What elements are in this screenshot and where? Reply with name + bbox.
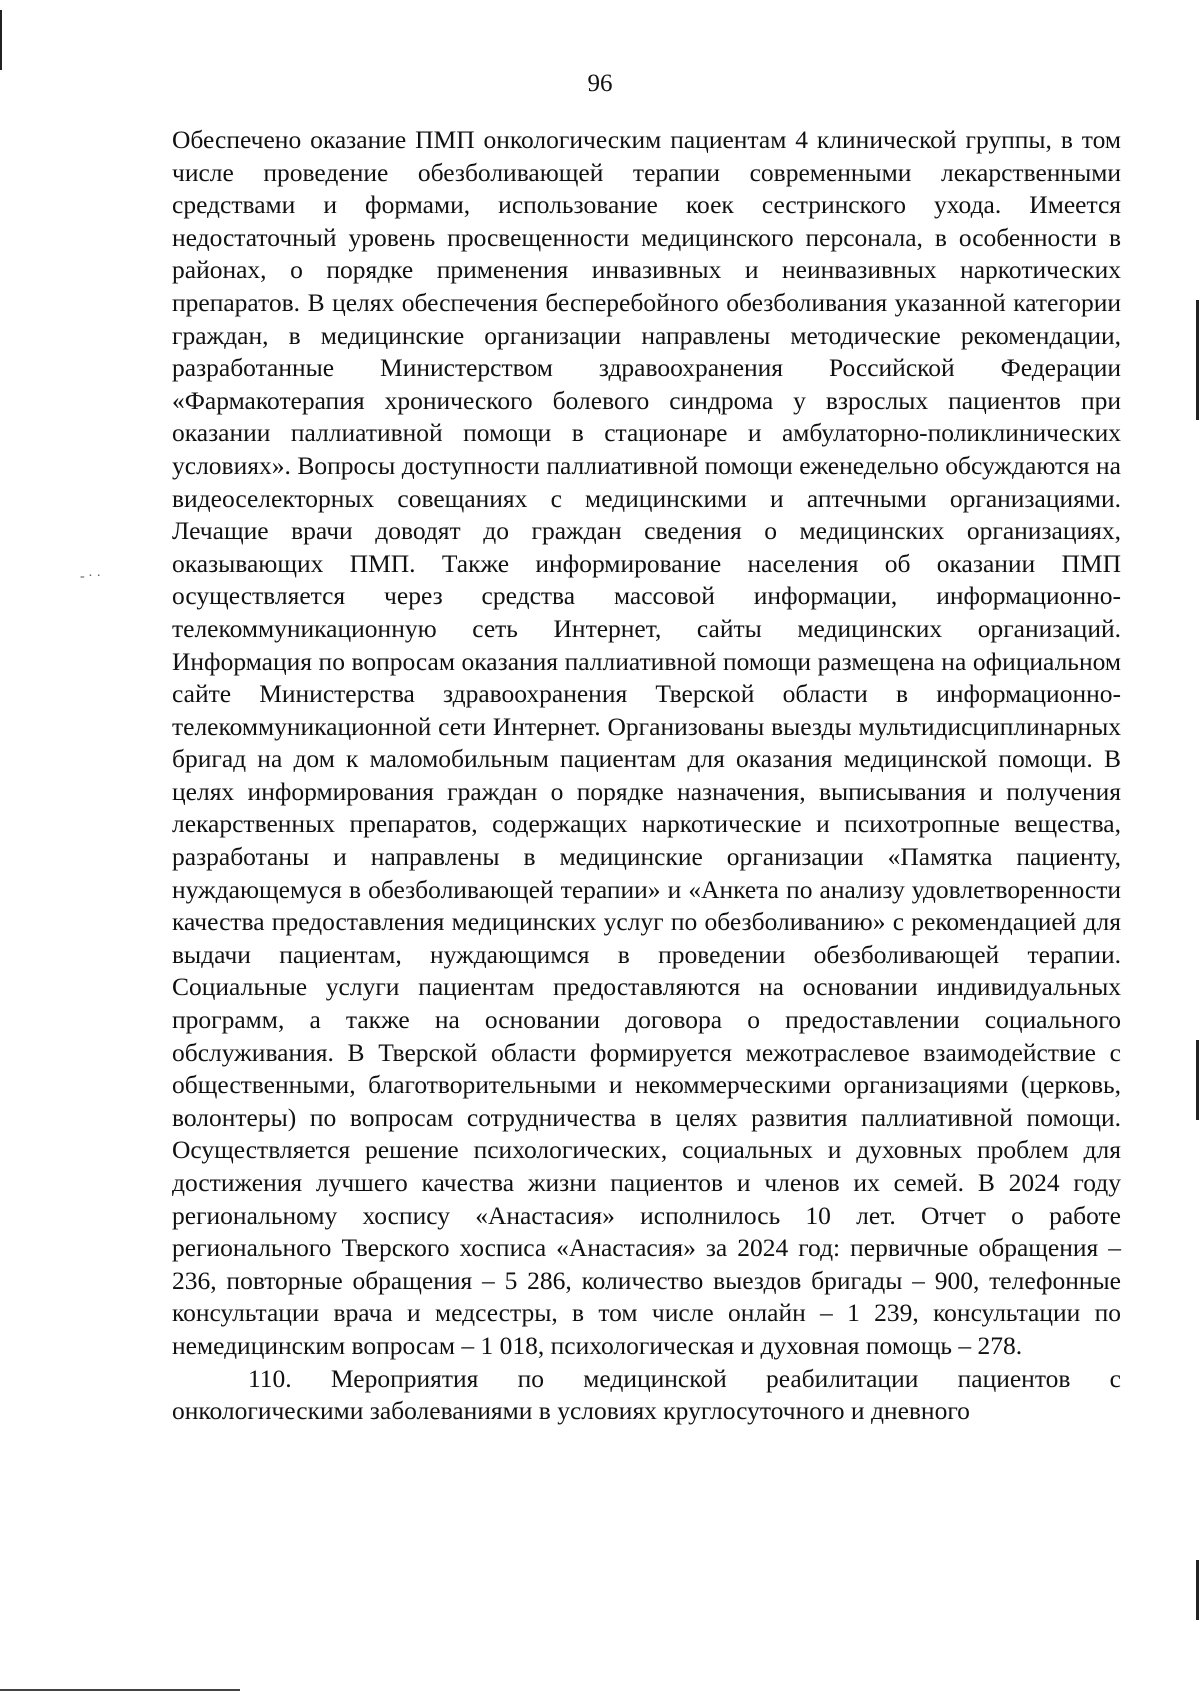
scan-edge-mark [1196,1040,1199,1120]
scan-speckle: - · · [80,569,101,584]
scan-bottom-line [0,1689,240,1691]
paragraph-item-110: 110. Мероприятия по медицинской реабилитации пациентов с онкологическими заболеваниями в условиях круглосуточного и дневного [172,1363,1121,1426]
scan-edge-mark [1196,1560,1199,1620]
scan-edge-mark [0,10,2,70]
body-text [172,124,1121,1428]
scan-edge-mark [1196,300,1199,420]
page-number: 96 [587,70,613,97]
paragraph-palliative-care: Обеспечено оказание ПМП онкологическим пациентам 4 клинической группы, в том числе проведение обезболивающей терапии современными лекарственными средствами и формами, использование коек сестринского ухода. Имеется недостаточный уровень просвещенности медицинского персонала, в особенности в районах, о порядке применения инвазивных и неинвазивных наркотических препаратов. В целях обеспечения бесперебойного обезболивания указанной категории граждан, в медицинские организации направлены методические рекомендации, разработанные Министерством здравоохранения Российской Федерации «Фармакотерапия хронического болевого синдрома у взрослых пациентов при оказании паллиативной помощи в стационаре и амбулаторно-поликлинических условиях». Вопросы доступности паллиативной помощи еженедельно обсуждаются на видеоселекторных совещаниях с медицинскими и аптечными организациями. Лечащие врачи доводят до граждан сведения о медицинских организациях, оказывающих ПМП. Также информирование населения об оказании ПМП осуществляется через средства массовой информации, информационно-телекоммуникационную сеть Интернет, сайты медицинских организаций. Информация по вопросам оказания паллиативной помощи размещена на официальном сайте Министерства здравоохранения Тверской области в информационно-телекоммуникационной сети Интернет. Организованы выезды мультидисциплинарных бригад на дом к маломобильным пациентам для оказания медицинской помощи. В целях информирования граждан о порядке назначения, выписывания и получения лекарственных препаратов, содержащих наркотические и психотропные вещества, разработаны и направлены в медицинские организации «Памятка пациенту, нуждающемуся в обезболивающей терапии» и «Анкета по анализу удовлетворенности качества предоставления медицинских услуг по обезболиванию» с рекомендацией для выдачи пациентам, нуждающимся в проведении обезболивающей терапии. Социальные услуги пациентам предоставляются на основании индивидуальных программ, а также на основании договора о предоставлении социального обслуживания. В Тверской области формируется межотраслевое взаимодействие с общественными, благотворительными и некоммерческими организациями (церковь, волонтеры) по вопросам сотрудничества в целях развития паллиативной помощи. Осуществляется решение психологических, социальных и духовных проблем для достижения лучшего качества жизни пациентов и членов их семей. В 2024 году региональному хоспису «Анастасия» исполнилось 10 лет. Отчет о работе регионального Тверского хосписа «Анастасия» за 2024 год: первичные обращения – 236, повторные обращения – 5 286, количество выездов бригады – 900, телефонные консультации врача и медсестры, в том числе онлайн – 1 239, консультации по немедицинским вопросам – 1 018, психологическая и духовная помощь – 278. [172,125,1121,1360]
